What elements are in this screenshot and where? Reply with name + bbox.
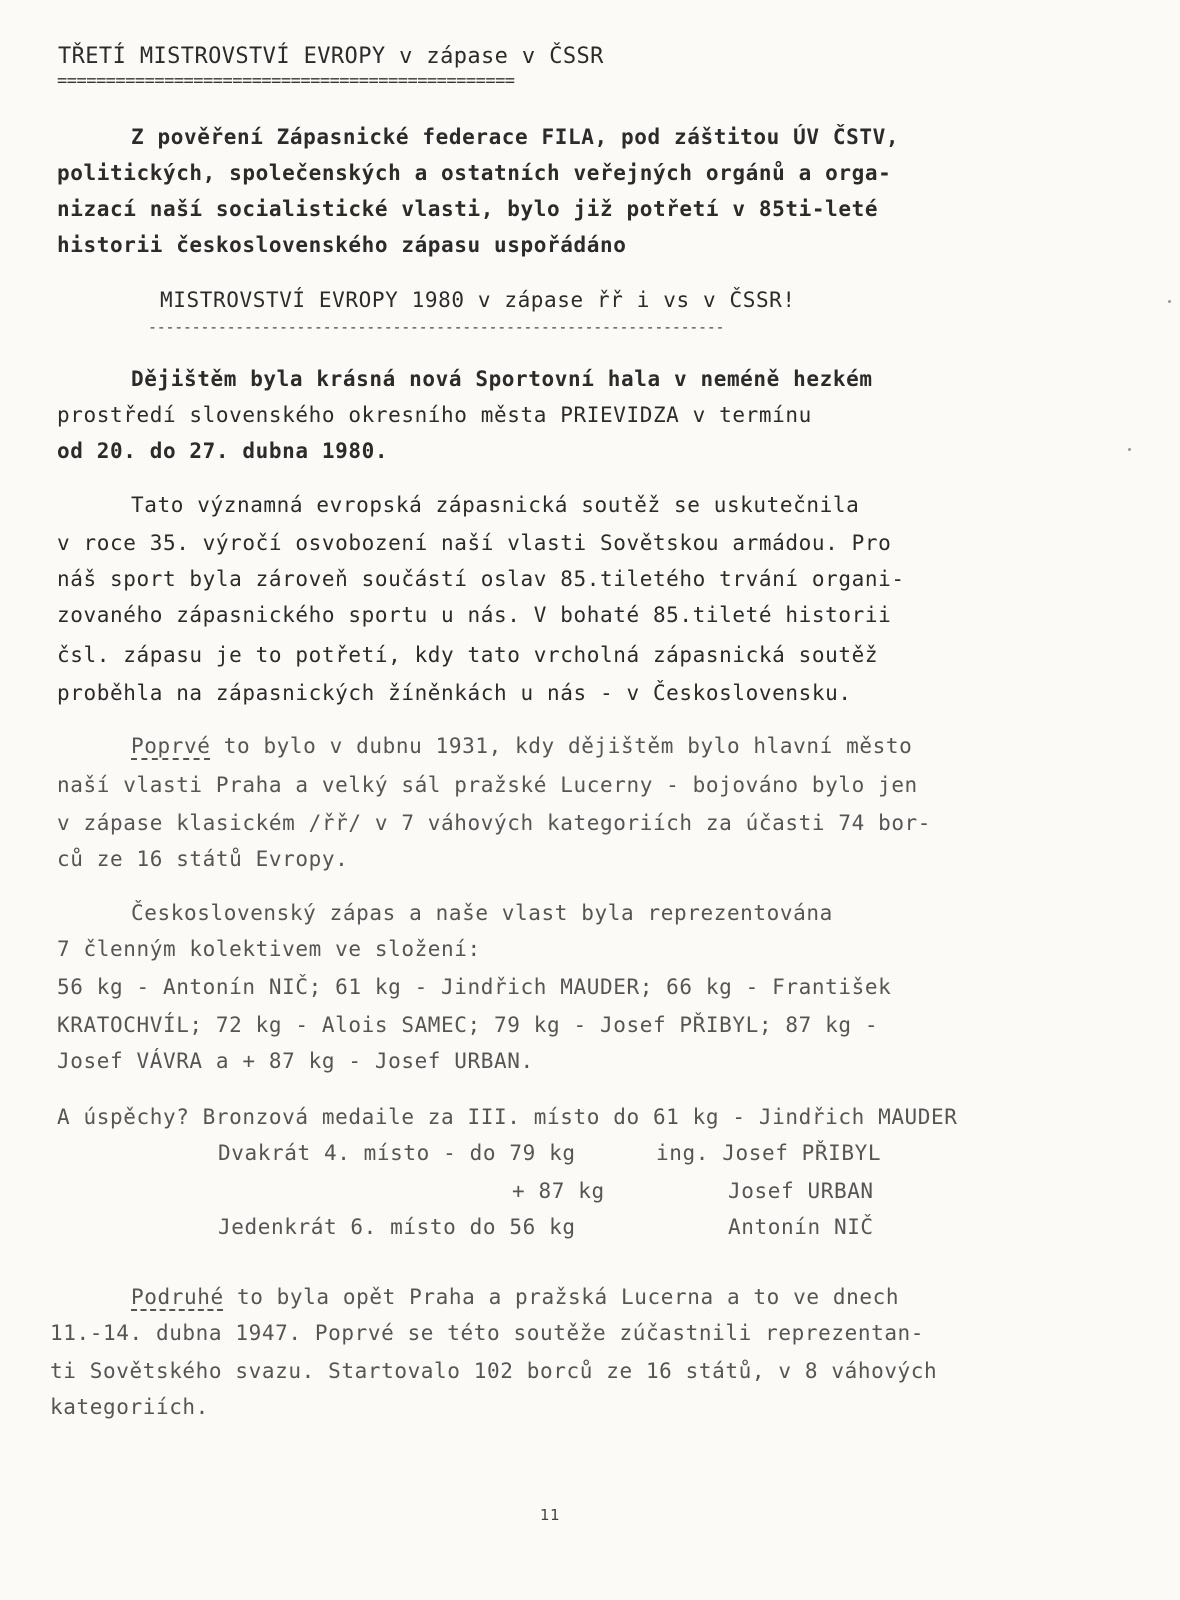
- scan-speck: [1128, 448, 1131, 451]
- team-line: Československý zápas a naše vlast byla reprezentována: [131, 901, 833, 925]
- first-championship-line: v zápase klasickém /řř/ v 7 váhových kategoriích za účasti 74 bor-: [57, 811, 932, 835]
- anniversary-line: Tato významná evropská zápasnická soutěž se uskutečnila: [131, 493, 860, 517]
- second-championship-line: kategoriích.: [50, 1395, 209, 1419]
- second-keyword: Podruhé: [131, 1285, 224, 1309]
- headline-dashed-rule: ------------------------------------------------------------------: [148, 318, 725, 336]
- intro-line: historii československého zápasu uspořádáno: [57, 233, 627, 257]
- intro-line: nizací naší socialistické vlasti, bylo již potřetí v 85ti-leté: [57, 197, 879, 221]
- second-championship-line: [131, 1284, 899, 1310]
- first-line-rest: to bylo v dubnu 1931, kdy dějištěm bylo hlavní město: [210, 734, 913, 758]
- first-championship-line: [131, 733, 912, 759]
- result-name: Josef URBAN: [728, 1179, 874, 1203]
- scan-speck: [1168, 300, 1171, 303]
- first-keyword: Poprvé: [131, 734, 211, 758]
- anniversary-line: v roce 35. výročí osvobození naší vlasti Sovětskou armádou. Pro: [57, 531, 892, 555]
- page-number: 11: [540, 1506, 561, 1524]
- page-title: TŘETÍ MISTROVSTVÍ EVROPY v zápase v ČSSR: [58, 44, 604, 69]
- result-place: + 87 kg: [512, 1179, 605, 1203]
- second-line-rest: to byla opět Praha a pražská Lucerna a to ve dnech: [223, 1285, 900, 1309]
- result-name: Antonín NIČ: [728, 1215, 874, 1239]
- intro-line: politických, společenských a ostatních veřejných orgánů a orga-: [57, 161, 892, 185]
- first-championship-line: ců ze 16 států Evropy.: [57, 847, 349, 871]
- result-place: Jedenkrát 6. místo do 56 kg: [218, 1215, 576, 1239]
- anniversary-line: náš sport byla zároveň součástí oslav 85.tiletého trvání organi-: [57, 567, 905, 591]
- team-line: KRATOCHVÍL; 72 kg - Alois SAMEC; 79 kg - Josef PŘIBYL; 87 kg -: [57, 1013, 879, 1037]
- team-line: 7 členným kolektivem ve složení:: [57, 937, 481, 961]
- team-line: 56 kg - Antonín NIČ; 61 kg - Jindřich MAUDER; 66 kg - František: [57, 975, 892, 999]
- title-double-rule: ===============================================: [57, 71, 515, 91]
- second-championship-line: 11.-14. dubna 1947. Poprvé se této soutěže zúčastnili reprezentan-: [50, 1321, 925, 1345]
- venue-line: prostředí slovenského okresního města PRIEVIDZA v termínu: [57, 403, 812, 427]
- intro-line: Z pověření Zápasnické federace FILA, pod záštitou ÚV ČSTV,: [131, 125, 900, 149]
- venue-line: od 20. do 27. dubna 1980.: [57, 439, 389, 463]
- team-line: Josef VÁVRA a + 87 kg - Josef URBAN.: [57, 1049, 534, 1073]
- anniversary-line: proběhla na zápasnických žíněnkách u nás - v Československu.: [57, 681, 852, 705]
- venue-line: Dějištěm byla krásná nová Sportovní hala v neméně hezkém: [131, 367, 873, 391]
- result-place: Dvakrát 4. místo - do 79 kg: [218, 1141, 576, 1165]
- first-championship-line: naší vlasti Praha a velký sál pražské Lucerny - bojováno bylo jen: [57, 773, 918, 797]
- result-name: ing. Josef PŘIBYL: [656, 1141, 882, 1165]
- second-championship-line: ti Sovětského svazu. Startovalo 102 borců ze 16 států, v 8 váhových: [50, 1359, 938, 1383]
- anniversary-line: čsl. zápasu je to potřetí, kdy tato vrcholná zápasnická soutěž: [57, 643, 879, 667]
- anniversary-line: zovaného zápasnického sportu u nás. V bohaté 85.tileté historii: [57, 603, 892, 627]
- results-intro: A úspěchy? Bronzová medaile za III. místo do 61 kg - Jindřich MAUDER: [57, 1105, 958, 1129]
- championship-headline: MISTROVSTVÍ EVROPY 1980 v zápase řř i vs v ČSSR!: [160, 288, 796, 312]
